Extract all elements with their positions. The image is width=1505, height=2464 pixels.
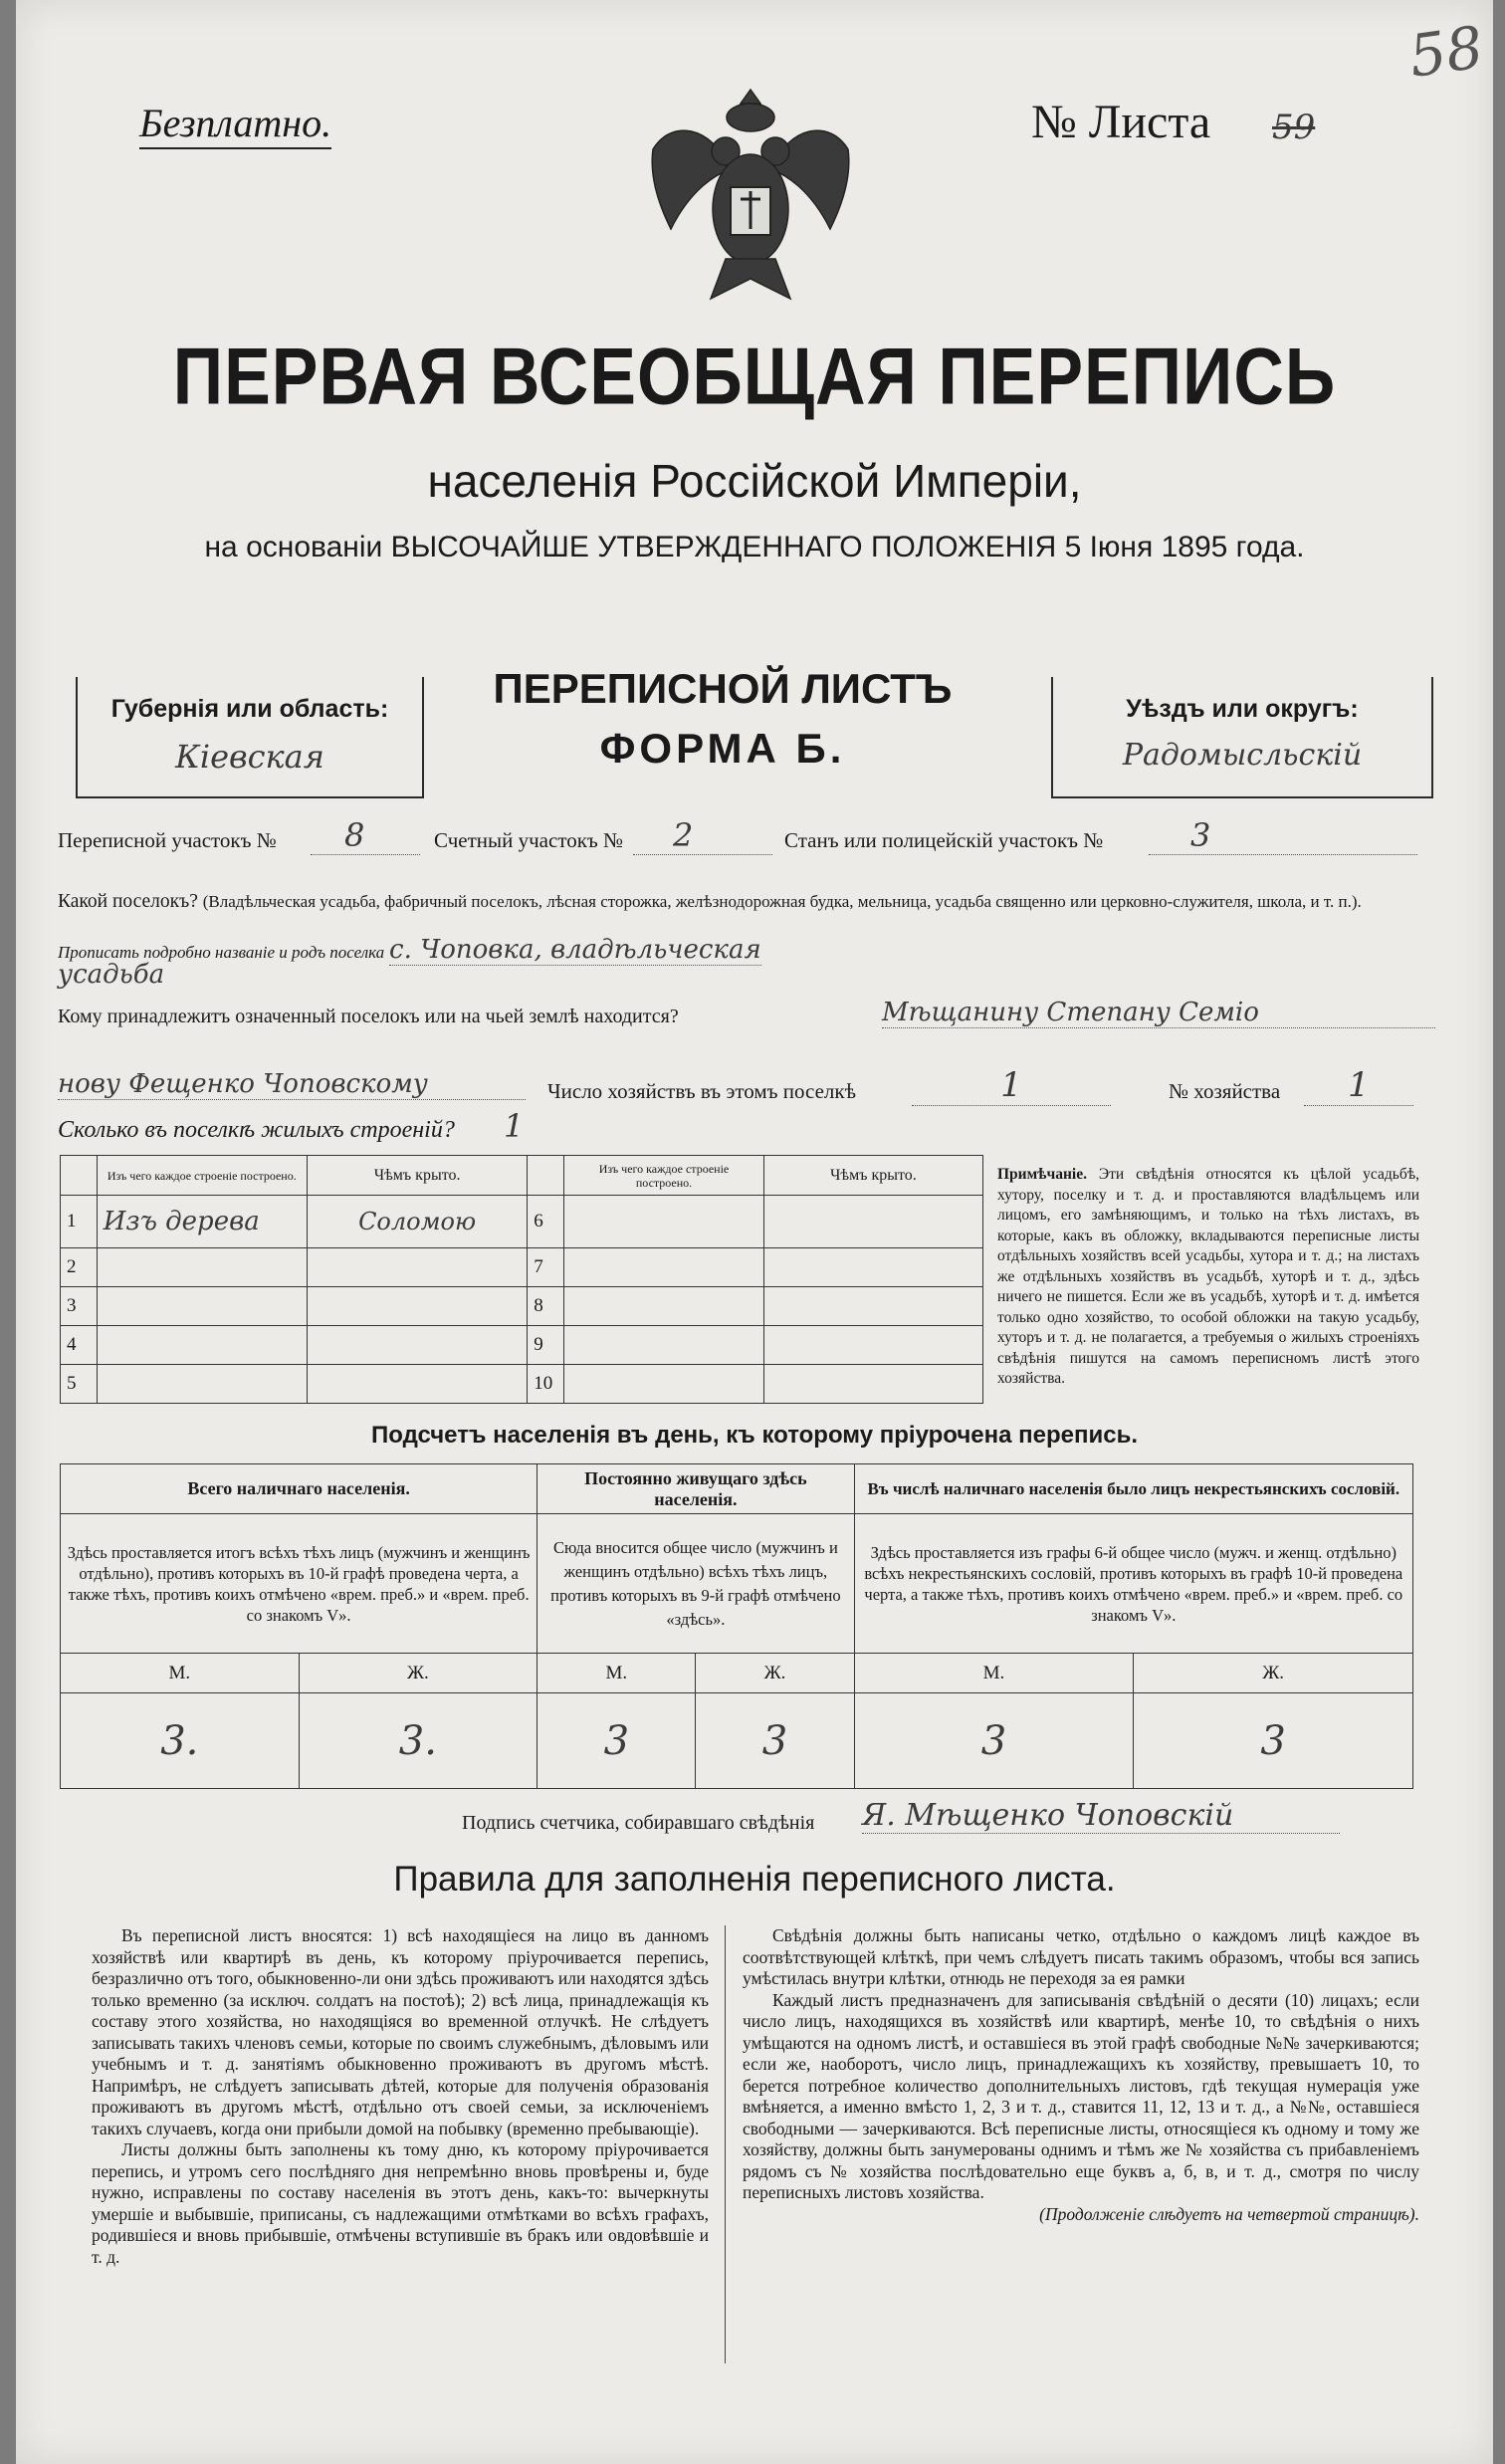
row-material [564, 1196, 764, 1248]
total-male: 3. [61, 1693, 300, 1789]
households-value: 1 [912, 1065, 1111, 1106]
rules-divider [725, 1925, 726, 2363]
households-label: Число хозяйствъ въ этомъ поселкѣ [547, 1079, 856, 1103]
row-material [564, 1325, 764, 1364]
table-row [61, 1247, 983, 1286]
rules-continued: (Продолженіе слѣдуетъ на четвертой страницѣ). [1039, 2203, 1419, 2224]
row-material [564, 1247, 764, 1286]
population-heading: Подсчетъ населенія въ день, къ которому пріурочена перепись. [371, 1422, 1138, 1449]
col-roof-header-2: Чѣмъ крыто. [763, 1156, 982, 1196]
total-female: 3. [299, 1693, 538, 1789]
row-material [97, 1364, 307, 1403]
col-roof-header: Чѣмъ крыто. [307, 1156, 527, 1196]
imperial-eagle-emblem [631, 80, 870, 309]
police-line [1149, 854, 1417, 855]
col3-desc: Здѣсь проставляется изъ графы 6-й общее число (мужч. и женщ. отдѣльно) всѣхъ некрестьянскихъ сословій, противъ которыхъ въ графѣ 10-й проведена черта, а также тѣхъ, противъ коихъ отмѣчено «врем. преб.» и «врем. преб. со знакомъ V». [854, 1514, 1412, 1654]
resident-male: 3 [538, 1693, 696, 1789]
row-roof [307, 1247, 527, 1286]
count-area-label: Счетный участокъ № [434, 828, 624, 852]
row-roof [763, 1364, 982, 1403]
corner-page-number: 58 [1404, 13, 1488, 91]
col3-title: Въ числѣ наличнаго населенія было лицъ некрестьянскихъ сословій. [854, 1464, 1412, 1514]
row-number: 4 [61, 1325, 98, 1364]
female-label: Ж. [1134, 1654, 1413, 1693]
col2-desc: Сюда вносится общее число (мужчинъ и женщинъ отдѣльно) всѣхъ тѣхъ лицъ, противъ которыхъ въ 9-й графѣ отмѣчено «здѣсь». [538, 1514, 854, 1654]
row-number: 7 [528, 1247, 564, 1286]
row-material [97, 1247, 307, 1286]
buildings-label: Сколько въ поселкѣ жилыхъ строеній? [58, 1117, 455, 1143]
col1-title: Всего наличнаго населенія. [61, 1464, 538, 1514]
settlement-label: Какой поселокъ? [58, 891, 198, 912]
form-title: ПЕРЕПИСНОЙ ЛИСТЪ [493, 665, 953, 712]
rules-left-paragraph-2: Листы должны быть заполнены къ тому дню, къ которому пріурочивается перепись, и утромъ сего послѣдняго дня непремѣнно вновь провѣрены и, буде нужно, исправлены по составу населенія въ этотъ день, какъ-то: вычеркнуты умершіе и выбывшіе, приписаны, съ надлежащими отмѣтками во всѣхъ графахъ, родившіеся и вновь прибывшіе, отмѣчены вступившіе въ бракъ или овдовѣвшіе и т. д. [92, 2139, 709, 2267]
row-roof [763, 1286, 982, 1325]
row-number: 8 [528, 1286, 564, 1325]
col-material-header-2: Изъ чего каждое строеніе построено. [564, 1156, 764, 1196]
note-text: Эти свѣдѣнія относятся къ цѣлой усадьбѣ, хутору, поселку и т. д. и проставляются владѣльцемъ или лицомъ, его замѣняющимъ, и только на тѣхъ листахъ, въ которые, какъ въ обложку, вкладываются переписные листы отдѣльныхъ хозяйствъ всей усадьбы, хутора и т. д.; на листахъ же отдѣльныхъ хозяйствъ въ усадьбѣ, хуторѣ и т. д., здѣсь ничего не пишется. Если же въ усадьбѣ, хуторѣ и т. д. имѣется только одно хозяйство, то особой обложки на такую усадьбу, хуторъ и т. д. не полагается, а требуемыя о жилыхъ строеніяхъ свѣдѣнія пишутся на самомъ переписномъ листѣ этого хозяйства. [997, 1166, 1420, 1387]
row-roof [763, 1325, 982, 1364]
district-label: Уѣздъ или округъ: [1126, 695, 1359, 723]
buildings-value: 1 [504, 1107, 525, 1145]
row-material [564, 1286, 764, 1325]
row-roof [763, 1247, 982, 1286]
male-label: М. [61, 1654, 300, 1693]
table-row [61, 1364, 983, 1403]
settlement-block [58, 878, 1431, 977]
rules-right-column [743, 1925, 1419, 2225]
rules-right-paragraph-1: Свѣдѣнія должны быть написаны четко, отдѣльно о каждомъ лицѣ каждое въ соотвѣтствующей клѣткѣ, при чемъ слѣдуетъ писать такимъ образомъ, чтобы вся запись умѣстилась внутри клѣтки, отнюдь не переходя за ея рамки [743, 1925, 1419, 1988]
census-area-label: Переписной участокъ № [58, 828, 277, 852]
basis-line: на основаніи ВЫСОЧАЙШЕ УТВЕРЖДЕННАГО ПОЛОЖЕНІЯ 5 Іюня 1895 года. [204, 531, 1305, 563]
owner-value-1: Мѣщанину Степану Семіо [882, 998, 1435, 1028]
col1-desc: Здѣсь проставляется итогъ всѣхъ тѣхъ лицъ (мужчинъ и женщинъ отдѣльно), противъ которыхъ въ 10-й графѣ проведена черта, а также тѣхъ, противъ коихъ отмѣчено «врем. преб.» и «врем. преб. со знакомъ V». [61, 1514, 538, 1654]
note-block [997, 1165, 1419, 1390]
settlement-value-2: усадьба [58, 960, 165, 990]
row-material [97, 1325, 307, 1364]
row-number: 10 [528, 1364, 564, 1403]
district-box [1051, 677, 1433, 798]
province-label: Губернія или область: [110, 695, 389, 723]
settlement-hint: (Владѣльческая усадьба, фабричный поселокъ, лѣсная сторожка, желѣзнодорожная будка, мельница, усадьба священно или церковно-служителя, школа, и т. п.). [202, 892, 1362, 911]
row-roof [307, 1325, 527, 1364]
row-number: 5 [61, 1364, 98, 1403]
police-label: Станъ или полицейскій участокъ № [784, 828, 1104, 852]
resident-female: 3 [696, 1693, 854, 1789]
page-subtitle: населенія Россійской Имперіи, [427, 455, 1082, 507]
non-peasant-male: 3 [854, 1693, 1134, 1789]
row-number: 9 [528, 1325, 564, 1364]
col2-title: Постоянно живущаго здѣсь населенія. [538, 1464, 854, 1514]
row-number: 2 [61, 1247, 98, 1286]
rules-left-column [92, 1925, 709, 2268]
province-value: Кіевская [175, 738, 324, 776]
free-label: Безплатно. [139, 100, 331, 149]
count-area-line [633, 854, 772, 855]
note-heading: Примѣчаніе. [997, 1166, 1087, 1183]
male-label: М. [854, 1654, 1134, 1693]
table-row [61, 1196, 983, 1248]
rules-title: Правила для заполненія переписного листа. [393, 1860, 1116, 1899]
row-roof [763, 1196, 982, 1248]
signature-value: Я. Мѣщенко Чоповскій [862, 1798, 1340, 1834]
rules-right-paragraph-2: Каждый листъ предназначенъ для записыванія свѣдѣній о десяти (10) лицахъ; если число лицъ, находящихся въ хозяйствѣ или квартирѣ, менѣе 10, то свѣдѣнія о нихъ умѣщаются на одномъ листѣ, и оставшіеся въ этой графѣ свободные №№ зачеркиваются; если же, наоборотъ, число лицъ, принадлежащихъ къ хозяйству, превышаетъ 10, то берется потребное количество дополнительныхъ листовъ, гдѣ текущая нумерація уже вмѣняется, а именно вмѣсто 1, 2, 3 и т. д., ставится 11, 12, 13 и т. д., а №№, оставшіеся свободными — зачеркиваются. Всѣ переписные листы, относящіеся къ одному и тому же хозяйству, должны быть занумерованы однимъ и тѣмъ же № хозяйства съ прибавленіемъ рядомъ съ № хозяйства послѣдовательно еще буквъ а, б, в, и т. д., смотря по числу переписныхъ листовъ хозяйства. [743, 1989, 1419, 2202]
row-material [97, 1286, 307, 1325]
count-area-value: 2 [673, 816, 694, 854]
owner-label: Кому принадлежитъ означенный поселокъ или на чьей землѣ находится? [58, 1006, 679, 1027]
row-material: Изъ дерева [97, 1196, 307, 1248]
female-label: Ж. [299, 1654, 538, 1693]
sheet-number-label: № Листа [1031, 96, 1211, 148]
settlement-instruction: Прописать подробно названіе и родъ поселка [58, 943, 385, 962]
rules-left-paragraph-1: Въ переписной листъ вносятся: 1) всѣ находящіеся на лицо въ данномъ хозяйствѣ или квартирѣ въ день, къ которому пріурочивается перепись, безразлично отъ того, обыкновенно-ли они здѣсь проживаютъ или находятся здѣсь только временно (за исключ. солдатъ на постоѣ); 2) всѣ лица, принадлежащія къ составу этого хозяйства, но находящіяся во временной отлучкѣ. Не слѣдуетъ записывать такихъ членовъ семьи, которые по своимъ служебнымъ, дѣловымъ или учебнымъ и т. д. занятіямъ обыкновенно проживаютъ въ другомъ мѣстѣ. Напримѣръ, не слѣдуетъ записывать дѣтей, которые для полученія образованія проживаютъ въ другомъ мѣстѣ, отдѣльно отъ своей семьи, за исключеніемъ такихъ случаевъ, когда они прибыли домой на побывку (временно пребывающіе). [92, 1925, 709, 2138]
page-title: ПЕРВАЯ ВСЕОБЩАЯ ПЕРЕПИСЬ [172, 332, 1337, 421]
row-roof [307, 1364, 527, 1403]
settlement-value-1: с. Чоповка, владѣльческая [389, 935, 761, 965]
non-peasant-female: 3 [1134, 1693, 1413, 1789]
household-no-label: № хозяйства [1169, 1079, 1281, 1103]
district-value: Радомысльскій [1122, 738, 1363, 773]
census-area-line [311, 854, 420, 855]
province-box [76, 677, 424, 798]
row-material [564, 1364, 764, 1403]
form-subtitle: ФОРМА Б. [599, 725, 846, 772]
sheet-number-value: 59 [1272, 108, 1316, 147]
census-sheet [16, 0, 1493, 2464]
col-material-header: Изъ чего каждое строеніе построено. [97, 1156, 307, 1196]
police-value: 3 [1190, 816, 1211, 854]
table-row [61, 1325, 983, 1364]
household-no-value: 1 [1304, 1065, 1413, 1106]
row-number: 1 [61, 1196, 98, 1248]
row-number: 3 [61, 1286, 98, 1325]
row-roof [307, 1286, 527, 1325]
row-roof: Соломою [307, 1196, 527, 1248]
table-row [61, 1286, 983, 1325]
population-table [60, 1463, 1413, 1789]
female-label: Ж. [696, 1654, 854, 1693]
owner-value-2: нову Фещенко Чоповскому [58, 1069, 526, 1100]
row-number: 6 [528, 1196, 564, 1248]
buildings-table [60, 1155, 983, 1404]
signature-label: Подпись счетчика, собиравшаго свѣдѣнія [462, 1812, 815, 1834]
male-label: М. [538, 1654, 696, 1693]
census-area-value: 8 [344, 816, 365, 854]
